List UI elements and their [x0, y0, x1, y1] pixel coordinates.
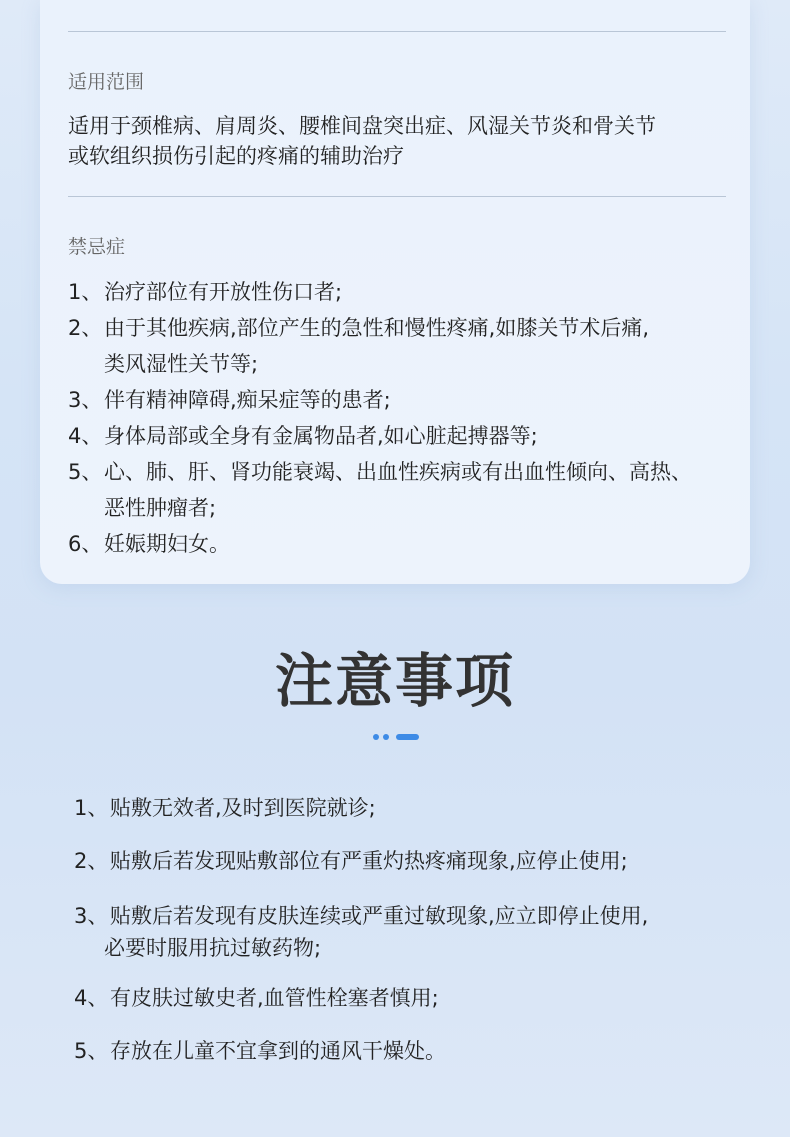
scope-text-line-1: 适用于颈椎病、肩周炎、腰椎间盘突出症、风湿关节炎和骨关节 — [68, 114, 656, 138]
scope-label: 适用范围 — [68, 71, 145, 93]
contraindication-item-3 — [68, 382, 391, 418]
item-text: 贴敷后若发现贴敷部位有严重灼热疼痛现象,应停止使用; — [110, 849, 628, 873]
notice-item-3-continued: 必要时服用抗过敏药物; — [104, 936, 322, 960]
item-text: 贴敷后若发现有皮肤连续或严重过敏现象,应立即停止使用, — [110, 904, 649, 928]
decoration-dot — [373, 734, 379, 740]
item-text: 贴敷无效者,及时到医院就诊; — [110, 796, 376, 820]
divider-middle — [68, 196, 726, 197]
item-text: 治疗部位有开放性伤口者; — [104, 280, 343, 304]
notice-item-3 — [74, 898, 648, 934]
divider-top — [68, 31, 726, 32]
item-number: 4、 — [74, 986, 109, 1010]
item-text: 伴有精神障碍,痴呆症等的患者; — [104, 388, 391, 412]
item-text: 有皮肤过敏史者,血管性栓塞者慎用; — [110, 986, 439, 1010]
item-number: 3、 — [68, 388, 103, 412]
notice-item-4 — [74, 980, 439, 1016]
scope-text — [68, 111, 728, 171]
contraindication-item-1 — [68, 274, 342, 310]
item-text: 妊娠期妇女。 — [104, 532, 230, 556]
contraindication-item-5-continued: 恶性肿瘤者; — [104, 496, 217, 520]
decoration-dash — [396, 734, 419, 740]
item-number: 5、 — [74, 1039, 109, 1063]
contraindication-item-2-continued: 类风湿性关节等; — [104, 352, 259, 376]
item-number: 2、 — [68, 316, 103, 340]
item-text: 身体局部或全身有金属物品者,如心脏起搏器等; — [104, 424, 538, 448]
notice-item-5 — [74, 1033, 446, 1069]
contraindication-item-6 — [68, 526, 230, 562]
item-number: 1、 — [68, 280, 103, 304]
item-number: 6、 — [68, 532, 103, 556]
item-number: 3、 — [74, 904, 109, 928]
contraindication-item-5 — [68, 454, 692, 490]
decoration-dot — [383, 734, 389, 740]
notice-title: 注意事项 — [274, 647, 515, 715]
item-number: 2、 — [74, 849, 109, 873]
scope-text-line-2: 或软组织损伤引起的疼痛的辅助治疗 — [68, 144, 404, 168]
item-text: 心、肺、肝、肾功能衰竭、出血性疾病或有出血性倾向、高热、 — [104, 460, 692, 484]
notice-item-2 — [74, 843, 628, 879]
contraindication-item-4 — [68, 418, 538, 454]
item-number: 5、 — [68, 460, 103, 484]
item-text: 存放在儿童不宜拿到的通风干燥处。 — [110, 1039, 446, 1063]
item-number: 1、 — [74, 796, 109, 820]
item-number: 4、 — [68, 424, 103, 448]
contraindication-item-2 — [68, 310, 649, 346]
contraindications-label: 禁忌症 — [68, 236, 126, 258]
item-text: 由于其他疾病,部位产生的急性和慢性疼痛,如膝关节术后痛, — [104, 316, 650, 340]
notice-item-1 — [74, 790, 376, 826]
